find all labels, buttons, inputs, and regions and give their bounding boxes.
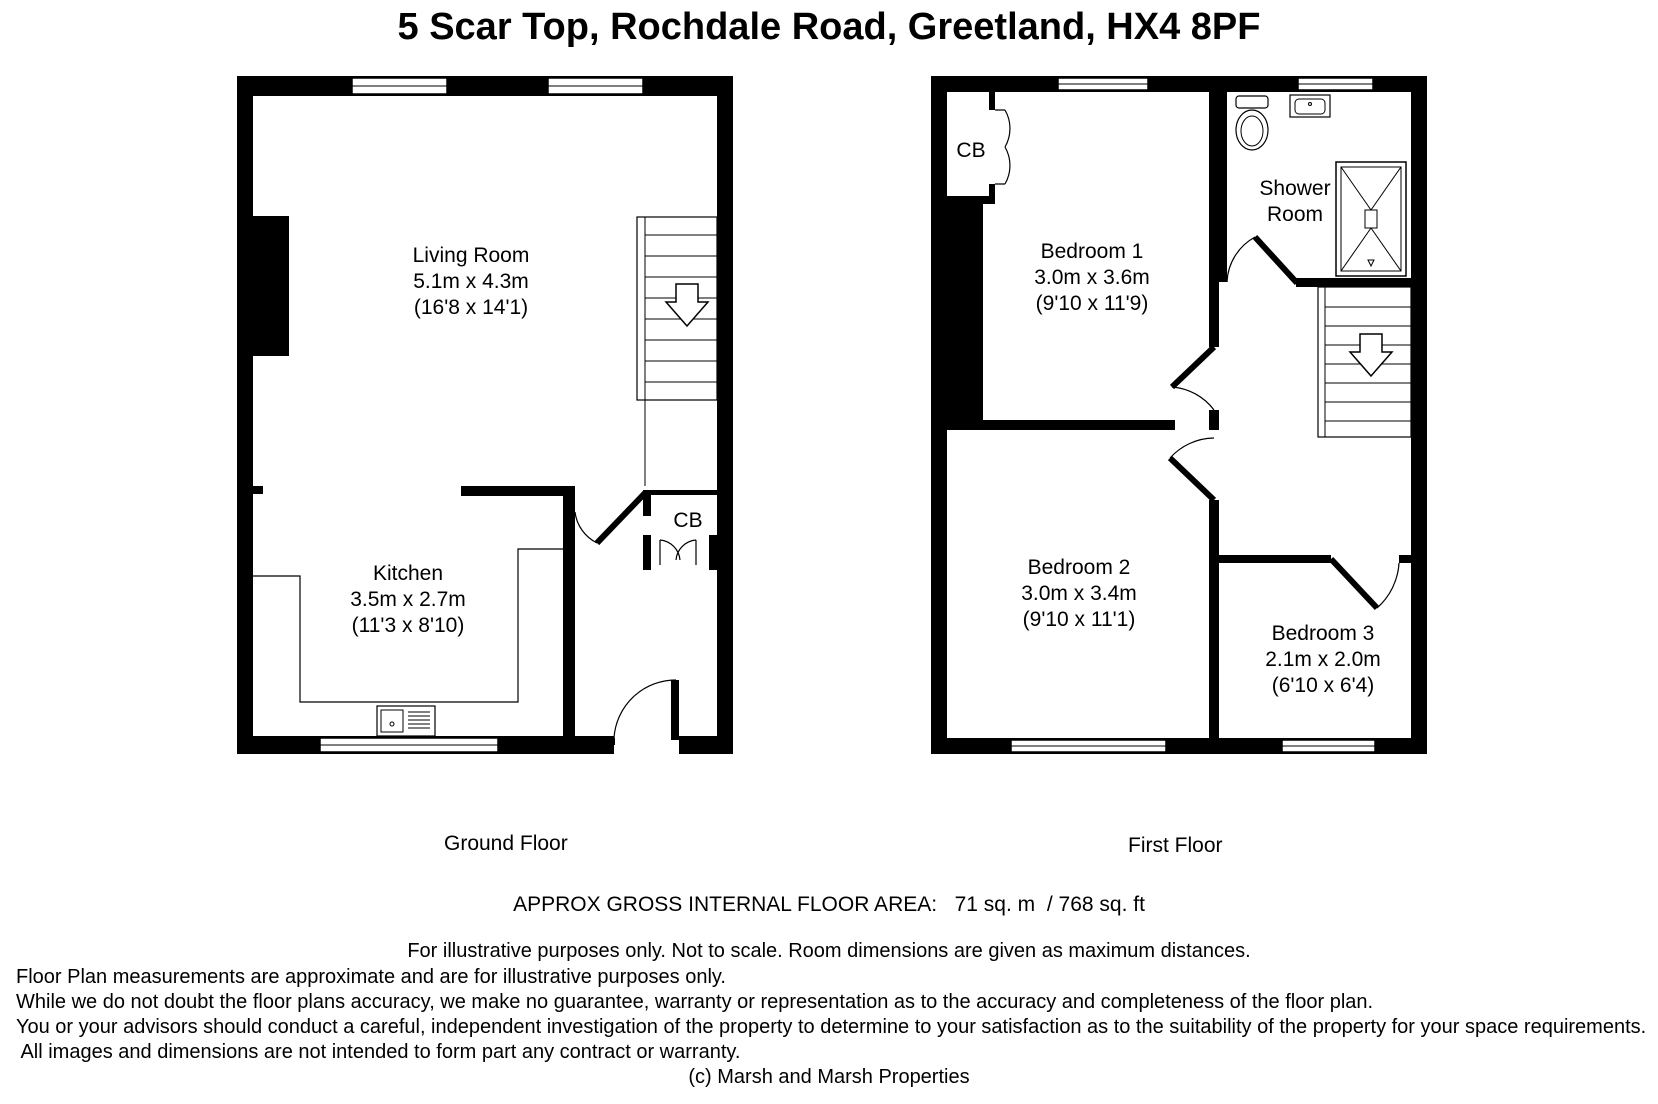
floor-area-label: APPROX GROSS INTERNAL FLOOR AREA: xyxy=(513,893,938,916)
gf-wall-bottom-right xyxy=(679,736,733,754)
ff-shower-door xyxy=(1255,237,1297,283)
floor-area-summary xyxy=(0,893,1658,917)
ff-shower-tray-icon xyxy=(1336,162,1406,276)
ff-room-metric: 2.1m x 2.0m xyxy=(1265,648,1381,671)
ff-bed1-east-wall xyxy=(1209,92,1219,347)
ground-floor-label: Ground Floor xyxy=(444,832,568,855)
gf-hall-door xyxy=(597,492,646,543)
ff-bed3-north-wall xyxy=(1219,555,1331,563)
ff-bed3-north-wall-stub xyxy=(1399,555,1411,563)
ff-room-metric: 3.0m x 3.4m xyxy=(1021,582,1137,605)
gf-cupboard-wall-bottom-right xyxy=(709,535,717,570)
copyright: (c) Marsh and Marsh Properties xyxy=(688,1066,970,1088)
floor-area-metric: 71 sq. m xyxy=(954,893,1036,916)
gf-chimney-breast xyxy=(253,216,289,356)
ff-bed2-east-wall xyxy=(1209,500,1219,738)
ff-room-name: Bedroom 3 xyxy=(1271,622,1375,645)
ff-cupboard-doors xyxy=(995,110,1010,184)
gf-sink-icon xyxy=(377,706,435,736)
disclaimer-line: You or your advisors should conduct a careful, independent investigation of the property to determine to your satisfaction as to the suitability of the property for your space requirements. xyxy=(16,1016,1647,1038)
gf-room-metric: 5.1m x 4.3m xyxy=(413,270,529,293)
gf-front-door xyxy=(614,680,679,745)
gf-wall-left xyxy=(237,76,253,754)
floor-area-imperial: 768 sq. ft xyxy=(1058,893,1145,916)
ff-chimney-breast xyxy=(947,200,983,420)
ground-floor-plan xyxy=(237,76,733,754)
gf-wall-top xyxy=(237,76,733,96)
ff-room-imperial: (6'10 x 6'4) xyxy=(1271,674,1375,697)
ff-toilet-icon xyxy=(1236,96,1268,150)
gf-wall-right xyxy=(717,76,733,754)
gf-room-imperial: (11'3 x 8'10) xyxy=(351,614,465,637)
gf-cupboard-wall-bottom-left xyxy=(643,535,651,570)
ff-bed1-door xyxy=(1172,347,1214,387)
ff-room-name: Bedroom 1 xyxy=(1040,240,1144,263)
ff-room-imperial: (9'10 x 11'9) xyxy=(1035,292,1149,315)
ff-bed3-door xyxy=(1331,559,1377,608)
ff-shower-room-label-line1: Shower xyxy=(1259,177,1331,200)
gf-cupboard-label: CB xyxy=(673,509,703,532)
ff-shower-west-wall xyxy=(1219,92,1227,282)
floor-area-separator: / xyxy=(1046,893,1053,916)
gf-room-metric: 3.5m x 2.7m xyxy=(350,588,466,611)
ff-cupboard-label: CB xyxy=(956,139,986,162)
gf-stairs-arrow-icon xyxy=(666,284,708,326)
ff-stairs-arrow-icon xyxy=(1350,334,1392,376)
ff-shower-room-label-line2: Room xyxy=(1266,203,1324,226)
gf-room-name: Living Room xyxy=(412,244,530,267)
ff-wall-left xyxy=(931,76,947,754)
disclaimer-line: While we do not doubt the floor plans accuracy, we make no guarantee, warranty or representation as to the accuracy and completeness of the floor plan. xyxy=(16,991,1374,1013)
ff-cupboard-wall-right-top xyxy=(989,92,995,110)
gf-hall-wall xyxy=(563,486,575,736)
gf-cupboard-wall-top xyxy=(643,490,717,495)
ff-shower-south-wall xyxy=(1296,278,1411,287)
ff-cupboard-wall-bottom xyxy=(947,196,995,204)
first-floor-label: First Floor xyxy=(1128,834,1223,857)
ff-room-imperial: (9'10 x 11'1) xyxy=(1022,608,1136,631)
disclaimer-line: For illustrative purposes only. Not to scale. Room dimensions are given as maximum distances. xyxy=(407,940,1251,962)
ff-room-name: Bedroom 2 xyxy=(1027,556,1131,579)
ff-wall-right xyxy=(1411,76,1427,754)
gf-room-imperial: (16'8 x 14'1) xyxy=(413,296,529,319)
ff-bed2-door xyxy=(1170,458,1214,500)
ff-bed1-bed2-wall xyxy=(947,420,1175,430)
ground-floor-labels xyxy=(350,244,702,637)
page-title: 5 Scar Top, Rochdale Road, Greetland, HX4 8PF xyxy=(397,6,1261,48)
disclaimer-line: All images and dimensions are not intended to form part any contract or warranty. xyxy=(16,1041,741,1063)
gf-partition-wall xyxy=(461,486,573,496)
gf-partition-stub-left xyxy=(253,486,263,494)
first-floor-labels xyxy=(956,139,1380,697)
gf-room-name: Kitchen xyxy=(372,562,444,585)
ff-bed1-east-wall-lower xyxy=(1209,410,1219,430)
ff-room-metric: 3.0m x 3.6m xyxy=(1034,266,1150,289)
gf-cupboard-doors xyxy=(660,540,696,565)
ff-basin-icon xyxy=(1290,95,1330,117)
disclaimer-line: Floor Plan measurements are approximate and are for illustrative purposes only. xyxy=(16,966,726,988)
